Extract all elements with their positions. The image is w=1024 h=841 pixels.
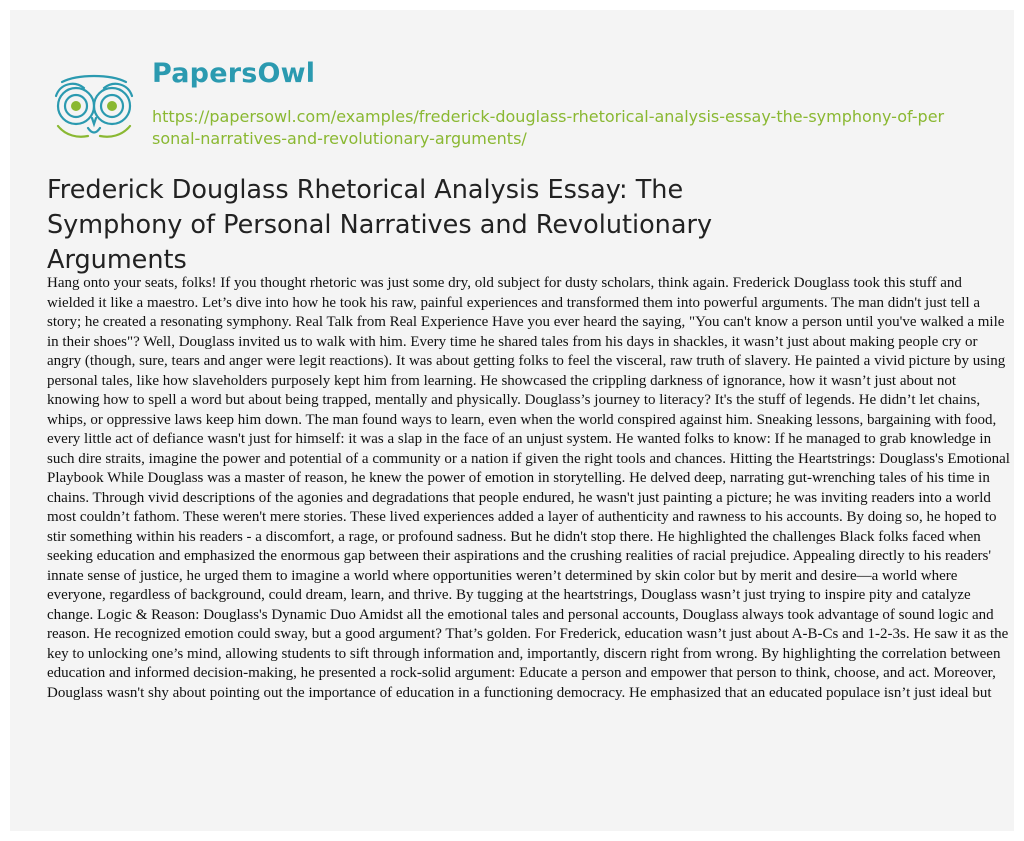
site-header bbox=[10, 10, 1014, 170]
essay-body: Hang onto your seats, folks! If you thought rhetoric was just some dry, old subject for dusty scholars, think again. Frederick Douglass took this stuff and wielded it like a maestro. Let’s dive into how he took his raw, painful experiences and transformed them into powerful arguments. The man didn't just tell a story; he created a resonating symphony. Real Talk from Real Experience Have you ever heard the saying, "You can't know a person until you've walked a mile in their shoes"? Well, Douglass invited us to walk with him. Every time he shared tales from his days in shackles, it wasn’t just about making people cry or angry (though, sure, tears and anger were legit reactions). It was about getting folks to feel the visceral, raw truth of slavery. He painted a vivid picture by using personal tales, like how slaveholders purposely kept him from learning. He showcased the crippling darkness of ignorance, how it wasn’t just about not knowing how to spell a word but about being trapped, mentally and physically. Douglass’s journey to literacy? It's the stuff of legends. He didn’t let chains, whips, or oppressive laws keep him down. The man found ways to learn, even when the world conspired against him. Sneaking lessons, bargaining with food, every little act of defiance wasn't just for himself: it was a slap in the face of an unjust system. He wanted folks to know: If he managed to grab knowledge in such dire straits, imagine the power and potential of a community or a nation if given the right tools and chances. Hitting the Heartstrings: Douglass's Emotional Playbook While Douglass was a master of reason, he knew the power of emotion in storytelling. He delved deep, narrating gut-wrenching tales of his time in chains. Through vivid descriptions of the agonies and degradations that people endured, he wasn't just painting a picture; he was inviting readers into a world most couldn’t fathom. These weren't mere stories. These lived experiences added a layer of authenticity and rawness to his accounts. By doing so, he hoped to stir something within his readers - a discomfort, a rage, or profound sadness. But he didn't stop there. He highlighted the challenges Black folks faced when seeking education and emphasized the enormous gap between their aspirations and the crushing realities of racial prejudice. Appealing directly to his readers' innate sense of justice, he urged them to imagine a world where opportunities weren’t determined by skin color but by merit and desire—a world where everyone, regardless of background, could dream, learn, and thrive. By tugging at the heartstrings, Douglass wasn’t just trying to inspire pity and catalyze change. Logic & Reason: Douglass's Dynamic Duo Amidst all the emotional tales and personal accounts, Douglass always took advantage of sound logic and reason. He recognized emotion could sway, but a good argument? That’s golden. For Frederick, education wasn’t just about A-B-Cs and 1-2-3s. He saw it as the key to unlocking one’s mind, allowing students to sift through information and, importantly, discern right from wrong. By highlighting the correlation between education and informed decision-making, he presented a rock-solid argument: Educate a person and empower that person to think, choose, and act. Moreover, Douglass wasn't shy about pointing out the importance of education in a functioning democracy. He emphasized that an educated populace isn’t just ideal but bbox=[47, 275, 1010, 701]
source-url-link[interactable]: https://papersowl.com/examples/frederick-douglass-rhetorical-analysis-essay-the-symphony-of-personal-narratives-and-revolutionary-arguments/ bbox=[152, 107, 945, 148]
essay-title: Frederick Douglass Rhetorical Analysis Essay: The Symphony of Personal Narratives and Revolutionary Arguments bbox=[47, 175, 713, 275]
brand-name[interactable]: PapersOwl bbox=[152, 58, 316, 89]
owl-logo-icon[interactable] bbox=[48, 70, 140, 142]
essay-page bbox=[10, 10, 1014, 831]
